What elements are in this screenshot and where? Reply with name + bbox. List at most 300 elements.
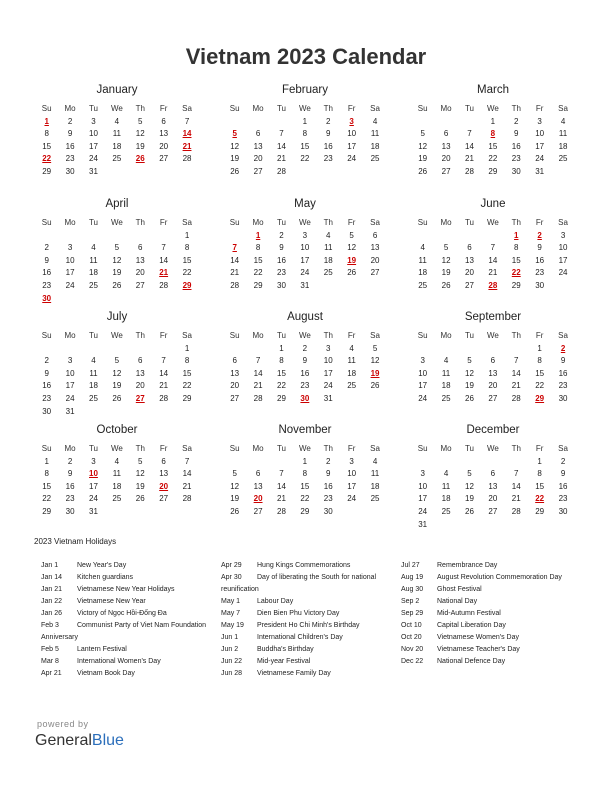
day-cell: 11 (347, 356, 356, 366)
holiday-day-cell: 2 (560, 343, 566, 353)
day-cell: 15 (182, 368, 192, 378)
month-april (35, 197, 199, 305)
day-cell: 28 (511, 393, 521, 403)
day-cell: 16 (558, 481, 568, 491)
empty-day-cell (340, 506, 363, 519)
weekday-header: Fr (159, 104, 168, 113)
week-row (35, 355, 199, 368)
day-cell: 21 (511, 494, 521, 504)
day-cell: 6 (443, 129, 449, 139)
generalblue-logo[interactable] (35, 732, 124, 750)
day-cell: 30 (511, 166, 521, 176)
day-cell: 2 (302, 343, 308, 353)
day-cell: 4 (91, 356, 96, 366)
day-cell: 31 (89, 166, 98, 176)
holiday-list-column-2 (221, 560, 399, 680)
day-cell: 22 (535, 381, 545, 391)
weekday-header: We (298, 104, 311, 113)
day-cell: 23 (42, 280, 52, 290)
month-days-grid (411, 217, 575, 293)
empty-day-cell (129, 293, 152, 306)
weekday-header: We (486, 331, 499, 340)
day-cell: 2 (67, 456, 73, 466)
day-cell: 10 (418, 481, 428, 491)
holiday-name: Vietnamese Family Day (257, 670, 331, 677)
day-cell: 19 (112, 381, 122, 391)
empty-day-cell (105, 506, 128, 519)
weekday-header: Tu (464, 218, 474, 227)
day-cell: 4 (114, 456, 120, 466)
holiday-day-cell: 22 (535, 494, 545, 504)
holiday-day-cell: 29 (535, 393, 545, 403)
day-cell: 4 (420, 243, 425, 253)
weekday-header: Th (135, 218, 145, 227)
brand-blue: Blue (91, 732, 124, 749)
day-cell: 24 (535, 154, 545, 164)
day-cell: 22 (277, 381, 286, 391)
day-cell: 13 (159, 469, 169, 479)
day-cell: 27 (370, 268, 380, 278)
holiday-day-cell: 3 (349, 116, 354, 126)
holiday-name: Kitchen guardians (77, 574, 134, 581)
day-cell: 19 (441, 268, 451, 278)
holiday-name: Mid-year Festival (257, 658, 311, 665)
holiday-date: Jan 14 (41, 574, 63, 581)
day-cell: 5 (232, 469, 237, 479)
empty-day-cell (481, 230, 504, 243)
day-cell: 31 (418, 519, 428, 529)
weekday-header: We (486, 444, 499, 453)
week-row (35, 280, 199, 293)
day-cell: 15 (300, 481, 310, 491)
day-cell: 17 (347, 141, 357, 151)
empty-day-cell (223, 230, 246, 243)
day-cell: 25 (370, 494, 380, 504)
weekday-header: Mo (64, 444, 76, 453)
holiday-name: Lantern Festival (77, 646, 127, 653)
day-cell: 20 (135, 268, 145, 278)
day-cell: 26 (112, 393, 122, 403)
day-cell: 26 (230, 166, 240, 176)
day-cell: 2 (514, 116, 519, 126)
day-cell: 6 (490, 469, 496, 479)
holiday-date: Jan 1 (41, 562, 59, 569)
week-row (223, 280, 387, 293)
holiday-date: May 7 (221, 610, 241, 617)
day-cell: 17 (347, 481, 357, 491)
month-november (223, 423, 387, 519)
day-cell: 11 (112, 469, 122, 479)
weekday-header: Su (417, 218, 428, 227)
month-name: January (96, 84, 138, 96)
weekday-header: We (298, 218, 311, 227)
day-cell: 20 (253, 154, 263, 164)
week-row (223, 393, 387, 406)
day-cell: 17 (323, 368, 333, 378)
weekday-header: We (110, 218, 123, 227)
day-cell: 12 (465, 368, 474, 378)
empty-day-cell (175, 293, 198, 306)
empty-day-cell (152, 406, 175, 419)
weekday-header: Mo (440, 444, 452, 453)
day-cell: 29 (488, 166, 498, 176)
day-cell: 16 (42, 268, 52, 278)
day-cell: 5 (138, 456, 143, 466)
month-name: March (477, 84, 509, 96)
day-cell: 10 (347, 129, 357, 139)
holiday-item (41, 572, 219, 584)
day-cell: 13 (159, 129, 169, 139)
holiday-date: May 19 (221, 622, 244, 629)
empty-day-cell (458, 116, 481, 129)
weekday-header: Th (511, 218, 521, 227)
day-cell: 7 (467, 129, 472, 139)
week-row (411, 267, 575, 280)
holiday-date: Jun 1 (221, 634, 239, 641)
day-cell: 29 (253, 280, 263, 290)
day-cell: 18 (323, 255, 333, 265)
weekday-header: Mo (440, 331, 452, 340)
day-cell: 19 (230, 494, 240, 504)
day-cell: 19 (465, 381, 474, 391)
month-days-grid (411, 103, 575, 179)
day-cell: 31 (323, 393, 333, 403)
day-cell: 23 (323, 494, 333, 504)
holiday-item (41, 656, 219, 668)
holiday-date: Jun 22 (221, 658, 243, 665)
holiday-date: May 1 (221, 598, 241, 605)
holiday-day-cell: 1 (44, 116, 49, 126)
week-row (223, 380, 387, 393)
day-cell: 3 (560, 230, 566, 240)
week-row (35, 153, 199, 166)
day-cell: 29 (535, 506, 545, 516)
day-cell: 30 (558, 393, 568, 403)
day-cell: 22 (42, 494, 52, 504)
day-cell: 1 (302, 456, 308, 466)
day-cell: 1 (279, 343, 284, 353)
day-cell: 30 (65, 506, 75, 516)
week-row (35, 267, 199, 280)
day-cell: 4 (443, 469, 449, 479)
day-cell: 18 (89, 381, 98, 391)
day-cell: 21 (230, 268, 240, 278)
day-cell: 8 (44, 469, 49, 479)
day-cell: 29 (511, 280, 521, 290)
holiday-day-cell: 1 (255, 230, 261, 240)
day-cell: 20 (488, 494, 498, 504)
empty-day-cell (293, 166, 316, 179)
day-cell: 23 (558, 494, 568, 504)
week-row (35, 128, 199, 141)
empty-day-cell (434, 230, 457, 243)
empty-day-cell (505, 343, 528, 356)
day-cell: 8 (44, 129, 49, 139)
weekday-header: Fr (347, 104, 356, 113)
day-cell: 15 (488, 141, 498, 151)
day-cell: 22 (253, 268, 263, 278)
holiday-name: International Women's Day (77, 658, 161, 665)
holiday-name: International Children's Day (257, 634, 343, 641)
weekday-header: We (298, 331, 311, 340)
day-cell: 5 (114, 356, 120, 366)
day-cell: 14 (277, 481, 286, 491)
week-row (35, 393, 199, 406)
day-cell: 10 (535, 129, 545, 139)
day-cell: 9 (44, 255, 49, 265)
weekday-header: Fr (347, 218, 356, 227)
empty-day-cell (317, 280, 340, 293)
holiday-date: Apr 30 (221, 574, 242, 581)
holiday-day-cell: 10 (89, 469, 98, 479)
weekday-header: Tu (276, 104, 286, 113)
weekday-header: We (110, 444, 123, 453)
day-cell: 9 (326, 469, 331, 479)
month-days-grid (223, 103, 387, 179)
empty-day-cell (434, 116, 457, 129)
day-cell: 10 (65, 255, 75, 265)
empty-day-cell (551, 519, 574, 532)
weekday-header: Mo (252, 331, 264, 340)
weekday-header: Sa (182, 218, 192, 227)
day-cell: 8 (537, 356, 542, 366)
empty-day-cell (223, 456, 246, 469)
empty-day-cell (434, 343, 457, 356)
day-cell: 4 (372, 456, 378, 466)
day-cell: 10 (418, 368, 428, 378)
weekday-header: We (110, 331, 123, 340)
day-cell: 15 (300, 141, 310, 151)
weekday-header: Fr (535, 218, 544, 227)
month-name: June (480, 198, 506, 210)
day-cell: 4 (114, 116, 120, 126)
day-cell: 30 (42, 406, 52, 416)
holiday-date: Aug 19 (401, 574, 424, 581)
holiday-day-cell: 21 (182, 141, 192, 151)
day-cell: 14 (511, 368, 521, 378)
week-row (411, 493, 575, 506)
weekday-header: Tu (464, 444, 474, 453)
day-cell: 25 (441, 393, 451, 403)
day-cell: 25 (347, 381, 357, 391)
empty-day-cell (246, 116, 269, 129)
day-cell: 30 (65, 166, 75, 176)
empty-day-cell (152, 293, 175, 306)
weekday-header: Th (323, 444, 333, 453)
day-cell: 7 (279, 129, 284, 139)
weekday-header: Th (323, 218, 333, 227)
day-cell: 18 (370, 481, 380, 491)
weekday-header: Mo (252, 444, 264, 453)
weekday-header: Th (135, 444, 145, 453)
day-cell: 26 (135, 494, 145, 504)
day-cell: 27 (159, 494, 169, 504)
day-cell: 9 (537, 243, 542, 253)
week-row (411, 141, 575, 154)
holiday-item (401, 644, 579, 656)
day-cell: 3 (326, 343, 331, 353)
day-cell: 29 (300, 506, 310, 516)
holiday-name: Communist Party of Viet Nam Foundation Anniversary (41, 622, 207, 641)
holiday-name: August Revolution Commemoration Day (437, 574, 562, 581)
day-cell: 20 (135, 381, 145, 391)
day-cell: 27 (135, 280, 145, 290)
day-cell: 6 (255, 129, 261, 139)
day-cell: 4 (372, 116, 378, 126)
holiday-day-cell: 19 (370, 368, 380, 378)
month-name: May (294, 198, 316, 210)
day-cell: 27 (159, 154, 169, 164)
week-row (35, 456, 199, 469)
day-cell: 11 (370, 129, 380, 139)
week-row (411, 456, 575, 469)
day-cell: 28 (277, 166, 286, 176)
day-cell: 30 (323, 506, 333, 516)
holiday-day-cell: 26 (135, 154, 145, 164)
holiday-date: Jan 22 (41, 598, 63, 605)
day-cell: 16 (277, 255, 286, 265)
day-cell: 31 (535, 166, 545, 176)
month-february (223, 83, 387, 179)
week-row (35, 242, 199, 255)
day-cell: 8 (514, 243, 519, 253)
weekday-header: Th (135, 331, 145, 340)
empty-day-cell (82, 343, 105, 356)
day-cell: 23 (511, 154, 521, 164)
empty-day-cell (481, 456, 504, 469)
day-cell: 1 (302, 116, 308, 126)
day-cell: 13 (135, 368, 145, 378)
day-cell: 15 (277, 368, 286, 378)
week-row (223, 166, 387, 179)
weekday-header: Fr (535, 444, 544, 453)
empty-day-cell (505, 456, 528, 469)
day-cell: 24 (323, 381, 333, 391)
day-cell: 17 (65, 381, 75, 391)
month-september (411, 310, 575, 406)
empty-day-cell (363, 506, 386, 519)
weekday-header: Sa (370, 331, 380, 340)
day-cell: 9 (67, 129, 73, 139)
day-cell: 20 (159, 141, 169, 151)
day-cell: 18 (558, 141, 568, 151)
weekday-header: Mo (440, 218, 452, 227)
day-cell: 11 (370, 469, 380, 479)
day-cell: 6 (161, 116, 166, 126)
weekday-header: Tu (88, 331, 98, 340)
day-cell: 10 (558, 243, 568, 253)
day-cell: 16 (65, 481, 75, 491)
day-cell: 27 (488, 506, 498, 516)
weekday-header: Mo (64, 218, 76, 227)
weekday-header: Tu (276, 218, 286, 227)
day-cell: 28 (182, 494, 192, 504)
day-cell: 13 (253, 481, 263, 491)
holiday-item (221, 644, 399, 656)
weekday-header: Mo (440, 104, 452, 113)
day-cell: 16 (511, 141, 521, 151)
weekday-header: We (486, 218, 499, 227)
weekday-header: Su (229, 104, 240, 113)
holiday-day-cell: 1 (514, 230, 519, 240)
day-cell: 24 (300, 268, 310, 278)
day-cell: 7 (490, 243, 496, 253)
day-cell: 22 (182, 381, 192, 391)
day-cell: 26 (230, 506, 240, 516)
day-cell: 21 (277, 154, 286, 164)
weekday-header: Su (417, 104, 428, 113)
day-cell: 28 (159, 393, 169, 403)
empty-day-cell (105, 406, 128, 419)
weekday-header: Mo (252, 104, 264, 113)
month-name: August (287, 311, 323, 323)
month-name: September (464, 311, 522, 323)
day-cell: 12 (418, 141, 428, 151)
day-cell: 20 (465, 268, 474, 278)
empty-day-cell (58, 230, 81, 243)
empty-day-cell (340, 393, 363, 406)
weekday-header: Tu (276, 331, 286, 340)
day-cell: 9 (44, 368, 49, 378)
day-cell: 29 (182, 393, 192, 403)
empty-day-cell (82, 293, 105, 306)
empty-day-cell (105, 230, 128, 243)
day-cell: 26 (347, 268, 357, 278)
holiday-date: Sep 2 (401, 598, 420, 605)
holiday-day-cell: 5 (232, 129, 237, 139)
holiday-day-cell: 29 (182, 280, 192, 290)
empty-day-cell (411, 343, 434, 356)
day-cell: 30 (277, 280, 286, 290)
holiday-name: Ghost Festival (437, 586, 482, 593)
day-cell: 23 (42, 393, 52, 403)
day-cell: 19 (135, 481, 145, 491)
week-row (223, 128, 387, 141)
day-cell: 31 (65, 406, 75, 416)
day-cell: 20 (488, 381, 498, 391)
weekday-header: Fr (535, 331, 544, 340)
day-cell: 27 (253, 506, 263, 516)
holiday-item (401, 620, 579, 632)
holiday-day-cell: 2 (537, 230, 542, 240)
day-cell: 28 (253, 393, 263, 403)
day-cell: 6 (232, 356, 237, 366)
empty-day-cell (317, 166, 340, 179)
holiday-date: Jul 27 (401, 562, 420, 569)
month-august (223, 310, 387, 406)
day-cell: 3 (349, 456, 354, 466)
holiday-item (41, 608, 219, 620)
brand-general: General (35, 732, 92, 749)
empty-day-cell (105, 343, 128, 356)
day-cell: 17 (535, 141, 545, 151)
week-row (411, 280, 575, 293)
holiday-day-cell: 28 (488, 280, 498, 290)
empty-day-cell (175, 166, 198, 179)
weekday-header: Su (41, 444, 52, 453)
day-cell: 9 (67, 469, 73, 479)
empty-day-cell (223, 116, 246, 129)
day-cell: 22 (300, 154, 310, 164)
day-cell: 24 (89, 154, 98, 164)
month-name: July (106, 311, 128, 323)
day-cell: 6 (138, 356, 143, 366)
day-cell: 27 (441, 166, 451, 176)
day-cell: 13 (465, 255, 474, 265)
day-cell: 13 (253, 141, 263, 151)
weekday-header: Sa (370, 218, 380, 227)
week-row (411, 116, 575, 129)
